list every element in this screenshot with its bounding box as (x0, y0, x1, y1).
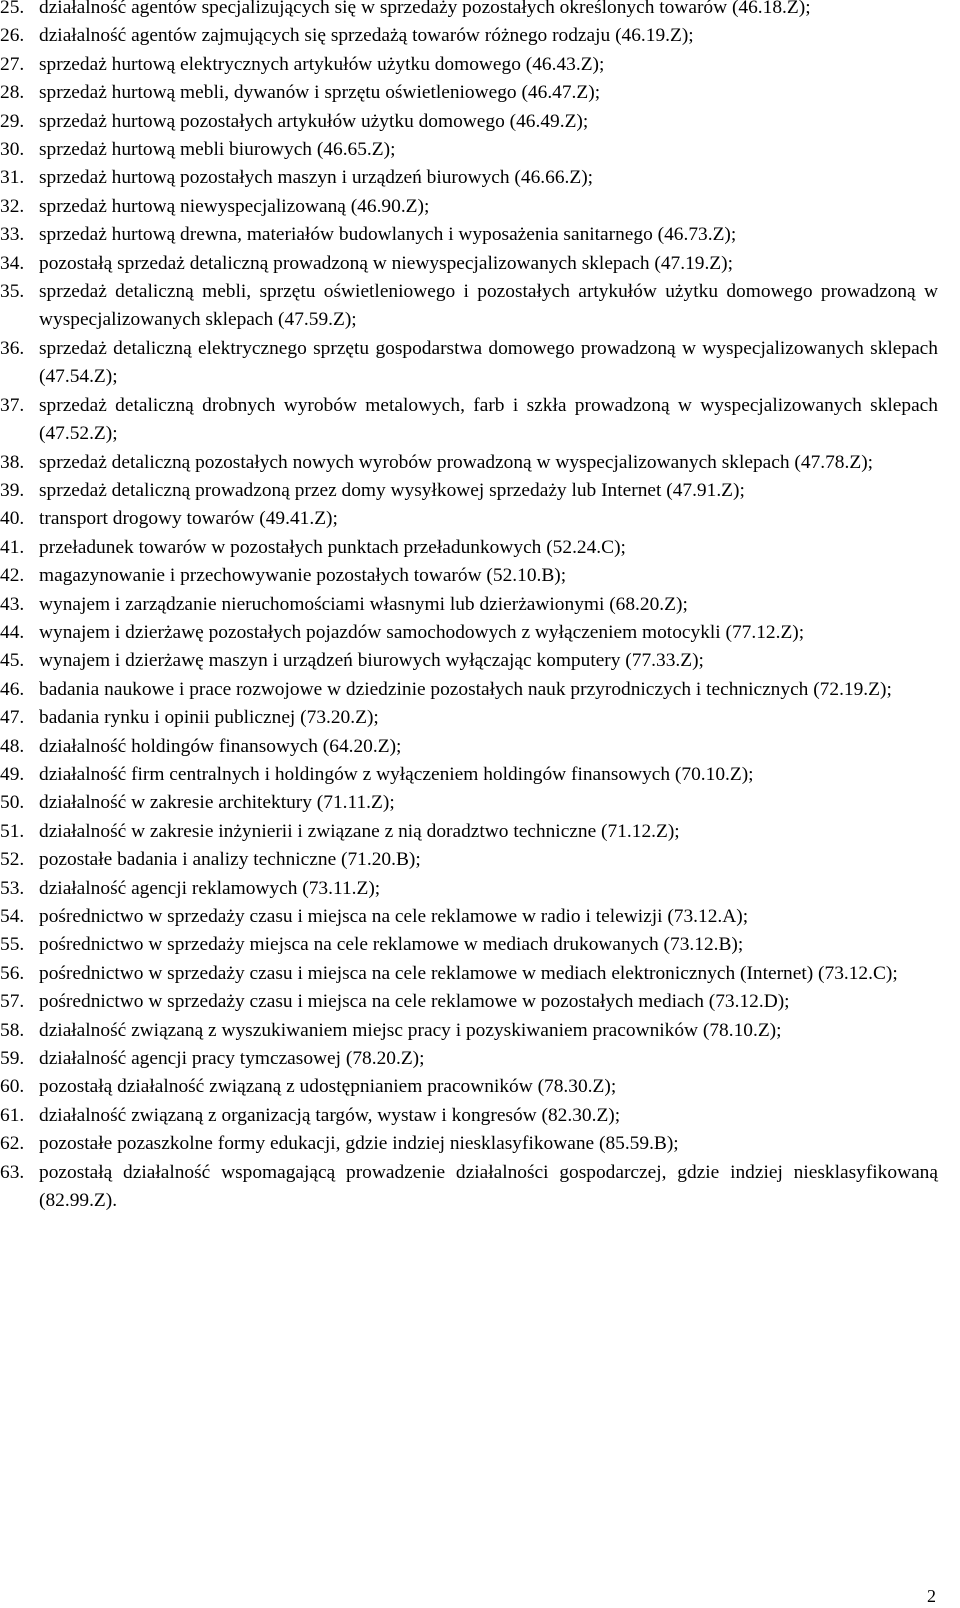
list-item (0, 591, 938, 619)
item-number: 53. (0, 877, 25, 899)
item-text: pozostałą sprzedaż detaliczną prowadzoną w niewyspecjalizowanych sklepach (47.19.Z); (39, 252, 734, 274)
list-item (0, 534, 938, 562)
item-text: sprzedaż detaliczną prowadzoną przez domy wysyłkowej sprzedaży lub Internet (47.91.Z); (39, 479, 745, 501)
item-number: 36. (0, 337, 25, 359)
list-item (0, 250, 938, 278)
list-item (0, 1017, 938, 1045)
list-item (0, 164, 938, 192)
item-text: działalność w zakresie inżynierii i związane z nią doradztwo techniczne (71.12.Z); (39, 820, 680, 842)
item-text: działalność agentów specjalizujących się w sprzedaży pozostałych określonych towarów (46.18.Z); (39, 0, 811, 18)
list-item (0, 392, 938, 449)
item-number: 51. (0, 820, 25, 842)
item-text: wynajem i zarządzanie nieruchomościami własnymi lub dzierżawionymi (68.20.Z); (39, 593, 688, 615)
item-number: 57. (0, 991, 25, 1013)
list-item (0, 647, 938, 675)
list-item (0, 619, 938, 647)
item-number: 59. (0, 1048, 25, 1070)
item-text: działalność w zakresie architektury (71.11.Z); (39, 792, 395, 814)
list-item (0, 676, 938, 704)
item-number: 49. (0, 763, 25, 785)
item-text: sprzedaż detaliczną drobnych wyrobów metalowych, farb i szkła prowadzoną w wyspecjalizowanych sklepach (47.52.Z); (39, 394, 938, 445)
list-item (0, 1102, 938, 1130)
item-number: 25. (0, 0, 25, 18)
item-text: przeładunek towarów w pozostałych punktach przeładunkowych (52.24.C); (39, 536, 626, 558)
list-item (0, 875, 938, 903)
item-number: 62. (0, 1133, 25, 1155)
item-number: 60. (0, 1076, 25, 1098)
list-item (0, 505, 938, 533)
list-item (0, 278, 938, 335)
item-number: 40. (0, 508, 25, 530)
item-text: sprzedaż hurtową drewna, materiałów budowlanych i wyposażenia sanitarnego (46.73.Z); (39, 224, 737, 246)
item-number: 29. (0, 110, 25, 132)
item-text: sprzedaż hurtową mebli, dywanów i sprzętu oświetleniowego (46.47.Z); (39, 82, 601, 104)
list-item (0, 1045, 938, 1073)
item-number: 56. (0, 962, 25, 984)
list-item (0, 789, 938, 817)
item-text: działalność związaną z wyszukiwaniem miejsc pracy i pozyskiwaniem pracowników (78.10.Z); (39, 1019, 782, 1041)
item-text: działalność związaną z organizacją targów, wystaw i kongresów (82.30.Z); (39, 1104, 621, 1126)
item-text: badania naukowe i prace rozwojowe w dziedzinie pozostałych nauk przyrodniczych i technicznych (72.19.Z); (39, 678, 892, 700)
list-item (0, 903, 938, 931)
item-text: sprzedaż hurtową pozostałych artykułów użytku domowego (46.49.Z); (39, 110, 589, 132)
item-text: sprzedaż hurtową mebli biurowych (46.65.Z); (39, 139, 396, 161)
item-number: 55. (0, 934, 25, 956)
list-item (0, 108, 938, 136)
list-item (0, 22, 938, 50)
list-item (0, 818, 938, 846)
list-item (0, 335, 938, 392)
item-text: wynajem i dzierżawę maszyn i urządzeń biurowych wyłączając komputery (77.33.Z); (39, 650, 704, 672)
item-text: pośrednictwo w sprzedaży czasu i miejsca na cele reklamowe w radio i telewizji (73.12.A); (39, 906, 749, 927)
item-text: pozostałą działalność związaną z udostępnianiem pracowników (78.30.Z); (39, 1076, 617, 1098)
item-number: 54. (0, 906, 25, 927)
item-number: 26. (0, 25, 25, 47)
list-item (0, 193, 938, 221)
list-item (0, 0, 938, 22)
item-number: 43. (0, 593, 25, 615)
item-text: pozostałe badania i analizy techniczne (71.20.B); (39, 849, 421, 871)
list-item (0, 1073, 938, 1101)
item-number: 46. (0, 678, 25, 700)
item-number: 32. (0, 195, 25, 217)
item-text: sprzedaż detaliczną elektrycznego sprzętu gospodarstwa domowego prowadzoną w wyspecjalizowanych sklepach (47.54.Z); (39, 337, 938, 388)
item-text: sprzedaż hurtową niewyspecjalizowaną (46.90.Z); (39, 195, 430, 217)
item-number: 45. (0, 650, 25, 672)
item-number: 31. (0, 167, 25, 189)
item-text: działalność agencji pracy tymczasowej (78.20.Z); (39, 1048, 425, 1070)
item-text: pozostałe pozaszkolne formy edukacji, gdzie indziej niesklasyfikowane (85.59.B); (39, 1133, 679, 1155)
list-item (0, 761, 938, 789)
item-number: 28. (0, 82, 25, 104)
item-number: 33. (0, 224, 25, 246)
list-item (0, 1159, 938, 1216)
item-text: pozostałą działalność wspomagającą prowadzenie działalności gospodarczej, gdzie indziej niesklasyfikowaną (82.99.Z). (39, 1161, 938, 1212)
item-number: 63. (0, 1161, 25, 1183)
item-text: badania rynku i opinii publicznej (73.20.Z); (39, 707, 379, 729)
list-item (0, 51, 938, 79)
list-item (0, 704, 938, 732)
item-number: 50. (0, 792, 25, 814)
item-number: 47. (0, 707, 25, 729)
item-number: 27. (0, 53, 25, 75)
item-text: sprzedaż hurtową pozostałych maszyn i urządzeń biurowych (46.66.Z); (39, 167, 594, 189)
list-item (0, 449, 938, 477)
item-number: 58. (0, 1019, 25, 1041)
item-text: pośrednictwo w sprzedaży czasu i miejsca na cele reklamowe w pozostałych mediach (73.12.D); (39, 991, 790, 1013)
item-number: 34. (0, 252, 25, 274)
item-text: sprzedaż detaliczną mebli, sprzętu oświetleniowego i pozostałych artykułów użytku domowego prowadzoną w wyspecjalizowanych sklepach (47.59.Z); (39, 281, 938, 331)
list-item (0, 136, 938, 164)
item-text: sprzedaż hurtową elektrycznych artykułów użytku domowego (46.43.Z); (39, 53, 605, 75)
item-number: 52. (0, 849, 25, 871)
list-item (0, 733, 938, 761)
item-text: działalność holdingów finansowych (64.20.Z); (39, 735, 402, 757)
item-number: 42. (0, 565, 25, 587)
list-item (0, 988, 938, 1016)
item-number: 39. (0, 479, 25, 501)
item-number: 38. (0, 451, 25, 473)
item-text: pośrednictwo w sprzedaży miejsca na cele reklamowe w mediach drukowanych (73.12.B); (39, 934, 744, 956)
item-text: pośrednictwo w sprzedaży czasu i miejsca na cele reklamowe w mediach elektronicznych (Internet) (73.12.C); (39, 962, 898, 984)
item-text: działalność agencji reklamowych (73.11.Z); (39, 877, 381, 899)
item-number: 30. (0, 139, 25, 161)
item-number: 61. (0, 1104, 25, 1126)
item-text: działalność agentów zajmujących się sprzedażą towarów różnego rodzaju (46.19.Z); (39, 25, 694, 47)
list-item (0, 931, 938, 959)
page-number: 2 (927, 1586, 936, 1606)
list-item (0, 221, 938, 249)
list-item (0, 1130, 938, 1158)
item-text: transport drogowy towarów (49.41.Z); (39, 508, 338, 530)
item-text: działalność firm centralnych i holdingów z wyłączeniem holdingów finansowych (70.10.Z); (39, 763, 754, 785)
list-item (0, 846, 938, 874)
item-number: 41. (0, 536, 25, 558)
item-number: 48. (0, 735, 25, 757)
item-number: 37. (0, 394, 25, 416)
list-item (0, 79, 938, 107)
item-number: 44. (0, 621, 25, 643)
item-number: 35. (0, 281, 25, 303)
list-item (0, 477, 938, 505)
item-text: sprzedaż detaliczną pozostałych nowych wyrobów prowadzoną w wyspecjalizowanych sklepach (47.78.Z); (39, 451, 874, 473)
item-text: magazynowanie i przechowywanie pozostałych towarów (52.10.B); (39, 565, 567, 587)
item-text: wynajem i dzierżawę pozostałych pojazdów samochodowych z wyłączeniem motocykli (77.12.Z); (39, 621, 805, 643)
list-item (0, 562, 938, 590)
list-item (0, 960, 938, 988)
